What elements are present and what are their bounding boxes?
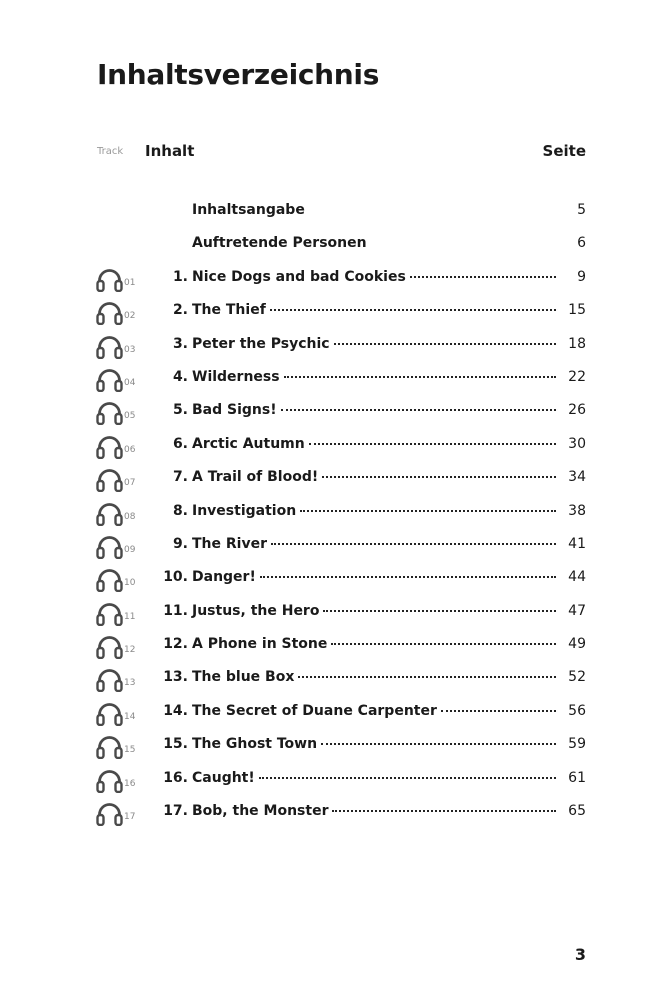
toc-entry xyxy=(0,497,658,530)
dot-leader xyxy=(260,576,556,578)
toc-entry xyxy=(0,663,658,696)
page-number: 52 xyxy=(568,669,586,686)
page-number: 5 xyxy=(577,202,586,218)
toc-entry xyxy=(0,563,658,596)
dot-leader xyxy=(323,610,556,612)
entry-line xyxy=(192,369,556,385)
entry-line xyxy=(192,603,556,619)
toc-entry xyxy=(0,396,658,429)
dot-leader xyxy=(331,643,556,645)
page-number: 38 xyxy=(568,502,586,519)
track-number: 09 xyxy=(124,544,136,555)
headphones-icon xyxy=(96,769,123,793)
chapter-title: The blue Box xyxy=(192,669,295,686)
dot-leader xyxy=(332,810,556,812)
dot-leader xyxy=(281,409,556,411)
track-indicator xyxy=(96,468,144,494)
headphones-icon xyxy=(96,502,123,526)
track-indicator xyxy=(96,635,144,661)
track-indicator xyxy=(96,668,144,694)
chapter-number: 14. xyxy=(163,702,188,719)
toc-entry xyxy=(0,630,658,663)
track-indicator xyxy=(96,802,144,828)
toc-entry xyxy=(0,363,658,396)
dot-leader xyxy=(309,443,556,445)
page-number: 44 xyxy=(568,569,586,586)
chapter-title: A Phone in Stone xyxy=(192,636,328,653)
entry-line xyxy=(192,469,556,485)
page-number: 34 xyxy=(568,469,586,486)
dot-leader xyxy=(334,343,556,345)
page-number: 59 xyxy=(568,736,586,753)
track-indicator xyxy=(96,702,144,728)
track-number: 10 xyxy=(124,578,136,589)
chapter-title: A Trail of Blood! xyxy=(192,469,319,486)
chapter-number: 9. xyxy=(172,535,188,552)
chapter-title: Peter the Psychic xyxy=(192,335,330,352)
entry-line xyxy=(192,736,556,752)
page-number: 65 xyxy=(568,803,586,820)
track-number: 17 xyxy=(124,812,136,823)
chapter-title: The Thief xyxy=(192,302,266,319)
headphones-icon xyxy=(96,335,123,359)
dot-leader xyxy=(270,309,556,311)
page-number: 47 xyxy=(568,602,586,619)
track-number: 06 xyxy=(124,444,136,455)
dot-leader xyxy=(271,543,556,545)
chapter-title: Caught! xyxy=(192,769,255,786)
page-number: 49 xyxy=(568,636,586,653)
chapter-title: The Ghost Town xyxy=(192,736,318,753)
entry-line xyxy=(192,436,556,452)
toc-entry xyxy=(0,229,658,262)
headphones-icon xyxy=(96,368,123,392)
headphones-icon xyxy=(96,468,123,492)
headphones-icon xyxy=(96,301,123,325)
entry-line xyxy=(192,669,556,685)
entry-line xyxy=(192,336,556,352)
toc-entry xyxy=(0,263,658,296)
chapter-title: Nice Dogs and bad Cookies xyxy=(192,268,406,285)
toc-entry xyxy=(0,463,658,496)
chapter-number: 4. xyxy=(172,368,188,385)
track-indicator xyxy=(96,735,144,761)
toc-entry xyxy=(0,730,658,763)
chapter-title: Bob, the Monster xyxy=(192,803,329,820)
chapter-number: 8. xyxy=(172,502,188,519)
chapter-title: The Secret of Duane Carpenter xyxy=(192,702,437,719)
headphones-icon xyxy=(96,702,123,726)
entry-line xyxy=(192,569,556,585)
headphones-icon xyxy=(96,535,123,559)
track-number: 08 xyxy=(124,511,136,522)
entry-line xyxy=(192,703,556,719)
chapter-title: Danger! xyxy=(192,569,256,586)
entry-line xyxy=(192,503,556,519)
dot-leader xyxy=(259,777,556,779)
toc-entry xyxy=(0,597,658,630)
headphones-icon xyxy=(96,435,123,459)
track-number: 14 xyxy=(124,711,136,722)
contents-column-header: Inhalt xyxy=(145,142,195,160)
page-number: 6 xyxy=(577,235,586,252)
dot-leader xyxy=(284,376,556,378)
toc-entry xyxy=(0,196,658,229)
headphones-icon xyxy=(96,802,123,826)
track-number: 11 xyxy=(124,611,136,622)
entry-line xyxy=(192,302,556,318)
chapter-number: 5. xyxy=(172,402,188,419)
chapter-number: 11. xyxy=(163,602,188,619)
track-indicator xyxy=(96,435,144,461)
table-of-contents xyxy=(0,196,658,830)
entry-line xyxy=(192,235,556,251)
chapter-title: Arctic Autumn xyxy=(192,435,305,452)
track-indicator xyxy=(96,568,144,594)
page-number: 22 xyxy=(568,368,586,385)
chapter-number: 3. xyxy=(172,335,188,352)
toc-entry xyxy=(0,697,658,730)
track-indicator xyxy=(96,602,144,628)
dot-leader xyxy=(441,710,556,712)
toc-entry xyxy=(0,296,658,329)
page-number: 30 xyxy=(568,435,586,452)
track-number: 07 xyxy=(124,478,136,489)
dot-leader xyxy=(298,676,556,678)
track-column-header: Track xyxy=(97,146,124,157)
chapter-number: 12. xyxy=(163,636,188,653)
track-number: 16 xyxy=(124,778,136,789)
track-indicator xyxy=(96,368,144,394)
page-number: 61 xyxy=(568,769,586,786)
chapter-title: Investigation xyxy=(192,502,297,519)
dot-leader xyxy=(300,510,556,512)
chapter-number: 15. xyxy=(163,736,188,753)
chapter-number: 2. xyxy=(172,302,188,319)
headphones-icon xyxy=(96,401,123,425)
entry-line xyxy=(192,636,556,652)
track-indicator xyxy=(96,301,144,327)
page-number: 56 xyxy=(568,702,586,719)
track-number: 02 xyxy=(124,311,136,322)
page-number: 18 xyxy=(568,335,586,352)
headphones-icon xyxy=(96,635,123,659)
page-column-header: Seite xyxy=(542,142,586,160)
track-indicator xyxy=(96,502,144,528)
track-number: 13 xyxy=(124,678,136,689)
headphones-icon xyxy=(96,268,123,292)
track-indicator xyxy=(96,268,144,294)
chapter-number: 6. xyxy=(172,435,188,452)
chapter-number: 13. xyxy=(163,669,188,686)
track-indicator xyxy=(96,535,144,561)
headphones-icon xyxy=(96,668,123,692)
toc-entry xyxy=(0,797,658,830)
page-title: Inhaltsverzeichnis xyxy=(97,58,380,91)
chapter-number: 7. xyxy=(172,469,188,486)
chapter-title: Justus, the Hero xyxy=(192,602,320,619)
dot-leader xyxy=(321,743,556,745)
chapter-title: The River xyxy=(192,535,267,552)
page-number: 26 xyxy=(568,402,586,419)
chapter-number: 1. xyxy=(172,268,188,285)
track-indicator xyxy=(96,401,144,427)
entry-line xyxy=(192,770,556,786)
entry-line xyxy=(192,269,556,285)
entry-line xyxy=(192,536,556,552)
chapter-title: Inhaltsangabe xyxy=(192,202,305,218)
chapter-number: 10. xyxy=(163,569,188,586)
page-number: 9 xyxy=(577,268,586,285)
chapter-title: Bad Signs! xyxy=(192,402,277,419)
chapter-number: 17. xyxy=(163,803,188,820)
entry-line xyxy=(192,402,556,418)
track-indicator xyxy=(96,769,144,795)
toc-entry xyxy=(0,330,658,363)
chapter-title: Wilderness xyxy=(192,368,280,385)
page-number: 15 xyxy=(568,302,586,319)
track-number: 15 xyxy=(124,745,136,756)
page-folio: 3 xyxy=(574,945,586,964)
chapter-number: 16. xyxy=(163,769,188,786)
track-indicator xyxy=(96,335,144,361)
entry-line xyxy=(192,803,556,819)
headphones-icon xyxy=(96,735,123,759)
dot-leader xyxy=(410,276,556,278)
toc-entry xyxy=(0,430,658,463)
track-number: 05 xyxy=(124,411,136,422)
entry-line xyxy=(192,202,556,218)
toc-entry xyxy=(0,764,658,797)
track-number: 01 xyxy=(124,277,136,288)
toc-entry xyxy=(0,530,658,563)
dot-leader xyxy=(322,476,556,478)
page-number: 41 xyxy=(568,535,586,552)
track-number: 03 xyxy=(124,344,136,355)
chapter-title: Auftretende Personen xyxy=(192,235,367,252)
track-number: 12 xyxy=(124,645,136,656)
track-number: 04 xyxy=(124,377,136,388)
headphones-icon xyxy=(96,602,123,626)
headphones-icon xyxy=(96,568,123,592)
